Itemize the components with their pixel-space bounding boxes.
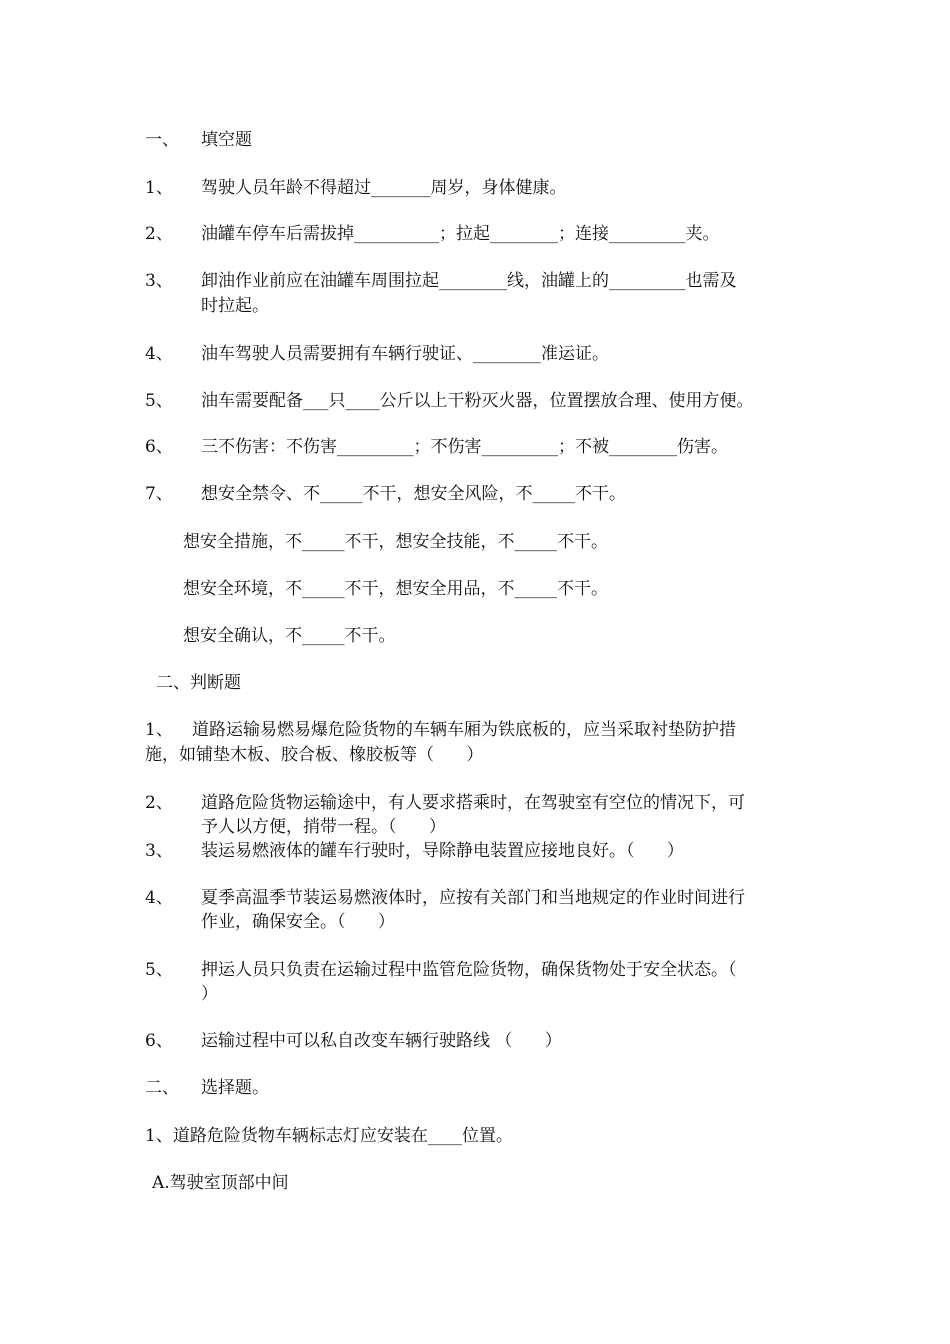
section-title: 二、判断题: [156, 673, 241, 693]
question-text: 押运人员只负责在运输过程中监管危险货物，确保货物处于安全状态。（: [201, 960, 737, 980]
question-text: 想安全禁令、不_____不干，想安全风险，不_____不干。: [201, 484, 626, 504]
question-text: 道路危险货物运输途中，有人要求搭乘时，在驾驶室有空位的情况下，可: [201, 793, 745, 813]
item-number: 4、: [145, 888, 173, 908]
item-number: 2、: [145, 224, 173, 244]
item-number: 3、: [145, 841, 173, 861]
section-number: 二、: [145, 1078, 179, 1098]
section-title: 选择题。: [201, 1078, 269, 1098]
question-text: 予人以方便，捎带一程。（ ）: [201, 817, 446, 837]
question-text: ）: [201, 984, 218, 1004]
item-number: 2、: [145, 793, 173, 813]
question-text: 运输过程中可以私自改变车辆行驶路线 （ ）: [201, 1031, 562, 1051]
question-text: 夏季高温季节装运易燃液体时，应按有关部门和当地规定的作业时间进行: [201, 888, 745, 908]
question-text: 时拉起。: [201, 296, 269, 316]
question-text: 驾驶人员年龄不得超过_______周岁，身体健康。: [201, 178, 567, 198]
item-number: 5、: [145, 960, 173, 980]
question-text: 作业，确保安全。（ ）: [201, 912, 395, 932]
question-text: 想安全环境，不_____不干，想安全用品，不_____不干。: [183, 579, 608, 599]
question-text: 油车需要配备___只____公斤以上干粉灭火器，位置摆放合理、使用方便。: [201, 391, 754, 411]
item-number: 4、: [145, 344, 173, 364]
item-number: 6、: [145, 437, 173, 457]
item-number: 5、: [145, 391, 173, 411]
question-text: 想安全确认，不_____不干。: [183, 626, 396, 646]
item-number: 6、: [145, 1031, 173, 1051]
section-number: 一、: [145, 130, 179, 150]
option-text: A.驾驶室顶部中间: [152, 1173, 289, 1193]
question-text: 装运易燃液体的罐车行驶时，导除静电装置应接地良好。（ ）: [201, 841, 684, 861]
question-text: 卸油作业前应在油罐车周围拉起________线，油罐上的_________也需及: [201, 271, 737, 291]
question-text: 施，如铺垫木板、胶合板、橡胶板等（ ）: [145, 745, 484, 765]
question-text: 道路运输易燃易爆危险货物的车辆车厢为铁底板的，应当采取衬垫防护措: [192, 720, 736, 740]
item-number: 1、: [145, 178, 173, 198]
question-text: 想安全措施，不_____不干，想安全技能，不_____不干。: [183, 532, 608, 552]
section-title: 填空题: [201, 130, 252, 150]
question-text: 1、道路危险货物车辆标志灯应安装在____位置。: [145, 1126, 513, 1146]
question-text: 油车驾驶人员需要拥有车辆行驶证、________准运证。: [201, 344, 609, 364]
item-number: 3、: [145, 271, 173, 291]
item-number: 7、: [145, 484, 173, 504]
question-text: 油罐车停车后需拔掉__________；拉起________；连接_________夹。: [201, 224, 720, 244]
question-text: 三不伤害：不伤害_________；不伤害_________；不被________伤害。: [201, 437, 728, 457]
item-number: 1、: [145, 720, 173, 740]
